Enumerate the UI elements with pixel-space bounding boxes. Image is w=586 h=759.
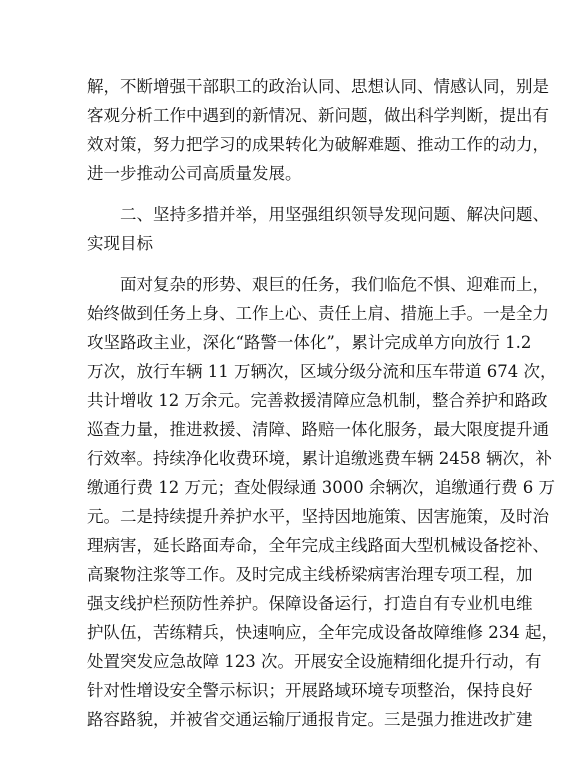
paragraph-gap — [87, 258, 501, 270]
paragraph-body — [87, 270, 558, 734]
text-line: 处置突发应急故障 123 次。开展安全设施精细化提升行动，有 — [87, 652, 542, 671]
section-heading-2 — [87, 200, 549, 258]
paragraph-gap — [87, 188, 501, 200]
paragraph-intro-continuation — [87, 72, 549, 188]
text-line: 缴通行费 12 万元；查处假绿通 3000 余辆次，追缴通行费 6 万 — [87, 478, 555, 497]
text-line: 路容路貌，并被省交通运输厅通报肯定。三是强力推进改扩建 — [87, 710, 533, 729]
text-line: 万次，放行车辆 11 万辆次，区域分级分流和压车带道 674 次， — [87, 362, 557, 381]
text-line: 客观分析工作中遇到的新情况、新问题，做出科学判断，提出有 — [87, 106, 549, 125]
text-line: 护队伍，苦练精兵，快速响应，全年完成设备故障维修 234 起， — [87, 623, 558, 642]
heading-line: 二、坚持多措并举，用坚强组织领导发现问题、解决问题、 — [120, 205, 549, 224]
text-line: 解，不断增强干部职工的政治认同、思想认同、情感认同，别是 — [87, 77, 549, 96]
text-line: 高聚物注浆等工作。及时完成主线桥梁病害治理专项工程，加 — [87, 565, 533, 584]
text-line: 强支线护栏预防性养护。保障设备运行，打造自有专业机电维 — [87, 594, 533, 613]
text-line: 效对策，努力把学习的成果转化为破解难题、推动工作的动力， — [87, 135, 549, 154]
text-line: 元。二是持续提升养护水平，坚持因地施策、因害施策，及时治 — [87, 507, 549, 526]
text-line: 针对性增设安全警示标识；开展路域环境专项整治，保持良好 — [87, 681, 533, 700]
text-line: 共计增收 12 万余元。完善救援清障应急机制，整合养护和路政 — [87, 391, 548, 410]
text-line: 始终做到任务上身、工作上心、责任上肩、措施上手。一是全力 — [87, 304, 549, 323]
document-body — [87, 72, 558, 734]
text-line: 攻坚路政主业，深化“路警一体化”，累计完成单方向放行 1.2 — [87, 333, 532, 352]
text-line: 进一步推动公司高质量发展。 — [87, 164, 302, 183]
text-line: 巡查力量，推进救援、清障、路赔一体化服务，最大限度提升通 — [87, 420, 549, 439]
text-line: 理病害，延长路面寿命，全年完成主线路面大型机械设备挖补、 — [87, 536, 549, 555]
text-line: 面对复杂的形势、艰巨的任务，我们临危不惧、迎难而上， — [120, 275, 549, 294]
text-line: 行效率。持续净化收费环境，累计追缴逃费车辆 2458 辆次，补 — [87, 449, 552, 468]
heading-line: 实现目标 — [87, 234, 153, 253]
